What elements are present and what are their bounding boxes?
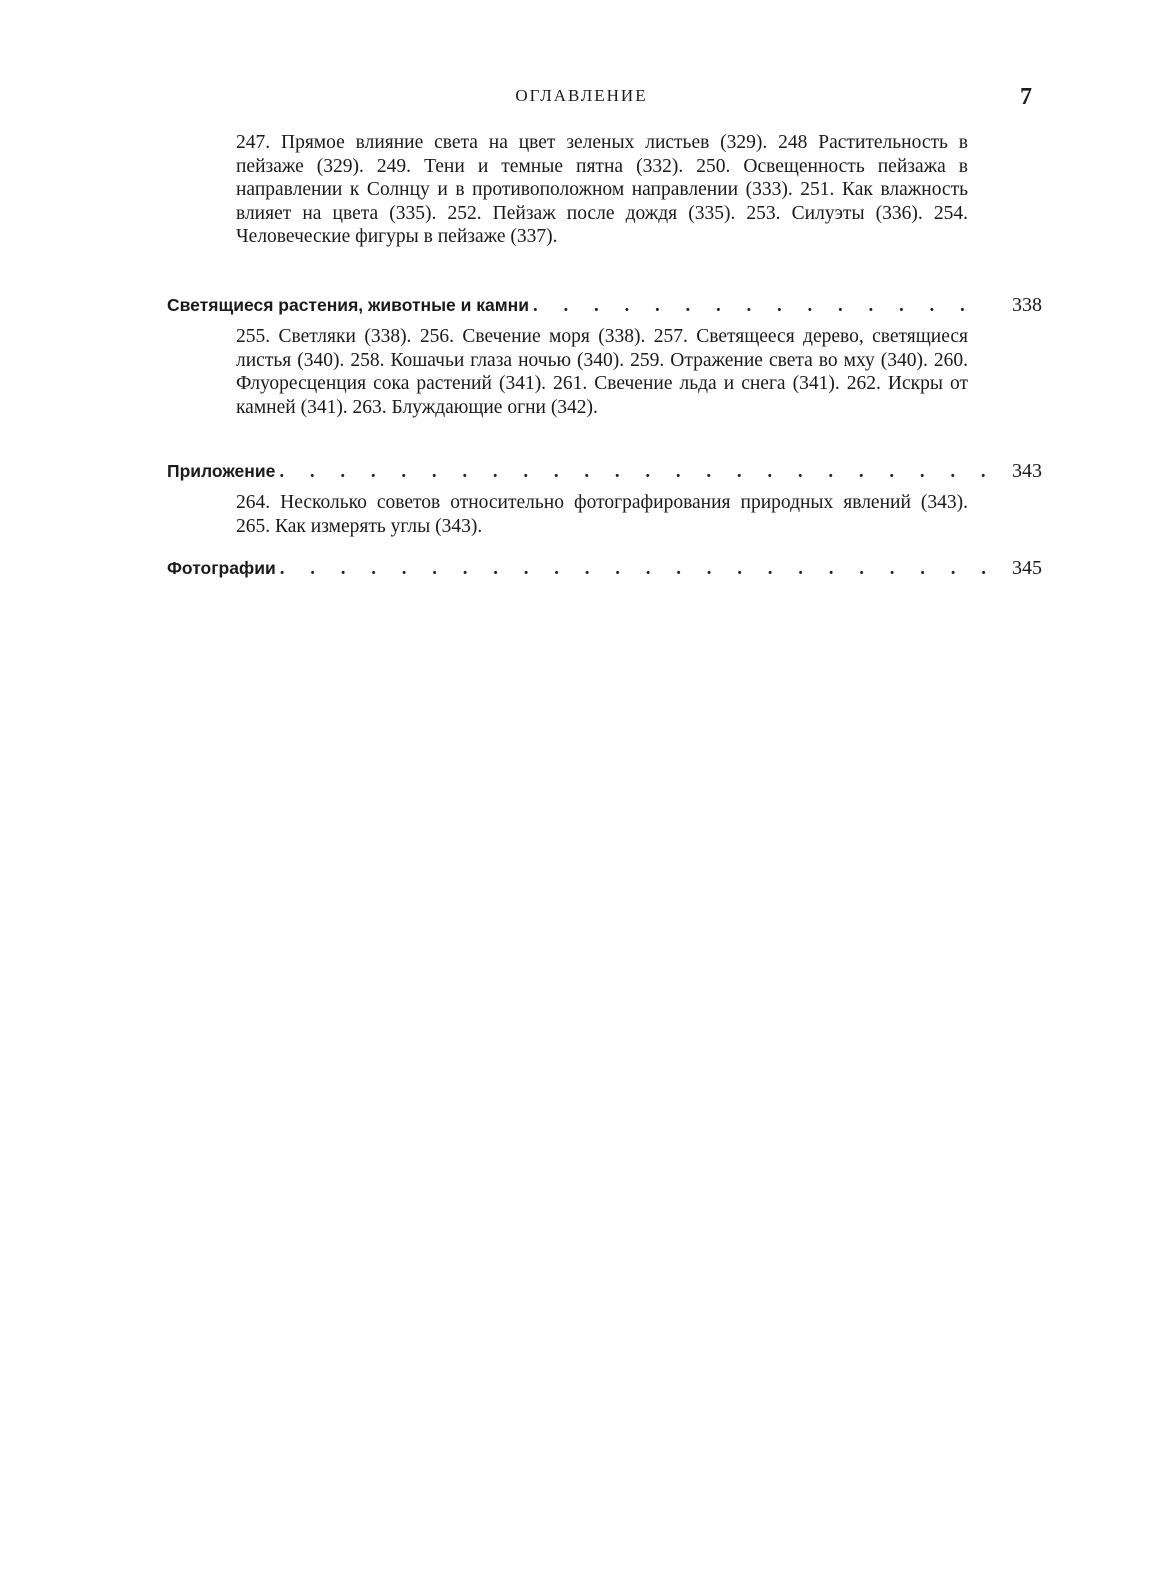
toc-entry-page: 338 <box>1012 294 1042 316</box>
toc-entry-page: 345 <box>1012 557 1042 579</box>
toc-entry-title: Светящиеся растения, животные и камни <box>167 295 530 315</box>
dot-leader <box>280 558 990 580</box>
page-number: 7 <box>1020 84 1032 110</box>
dot-leader <box>279 461 990 483</box>
running-head: ОГЛАВЛЕНИЕ <box>515 86 648 105</box>
toc-entry-description: 264. Несколько советов относительно фотографирования природных явлений (343). 265. Как измерять углы (343). <box>236 492 968 537</box>
dot-leader <box>533 295 990 317</box>
toc-description-continuation: 247. Прямое влияние света на цвет зеленых листьев (329). 248 Растительность в пейзаже (329). 249. Тени и темные пятна (332). 250. Освещенность пейзажа в направлении к Солнцу и в противоположном направлении (333). 251. Как влажность влияет на цвета (335). 252. Пейзаж после дождя (335). 253. Силуэты (336). 254. Человеческие фигуры в пейзаже (337). <box>236 132 968 247</box>
toc-entry-photographs <box>167 557 1042 580</box>
toc-entry-title: Фотографии <box>167 558 276 578</box>
toc-entry-luminous <box>167 294 1042 317</box>
toc-entry-title: Приложение <box>167 461 276 481</box>
toc-entry-page: 343 <box>1012 460 1042 482</box>
toc-entry-appendix <box>167 460 1042 483</box>
toc-entry-description: 255. Светляки (338). 256. Свечение моря (338). 257. Светящееся дерево, светящиеся листья (340). 258. Кошачьи глаза ночью (340). 259. Отражение света во мху (340). 260. Флуоресценция сока растений (341). 261. Свечение льда и снега (341). 262. Искры от камней (341). 263. Блуждающие огни (342). <box>236 326 968 418</box>
